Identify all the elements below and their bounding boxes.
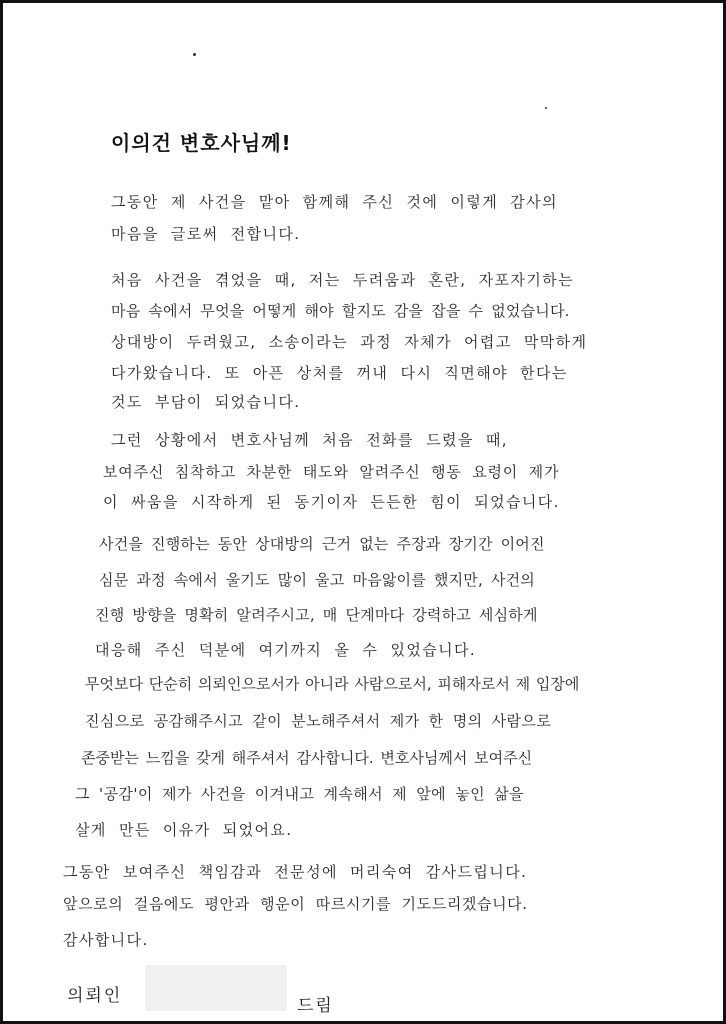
letter-line: 이 싸움을 시작하게 된 동기이자 든든한 힘이 되었습니다. xyxy=(103,493,560,511)
letter-line: 심문 과정 속에서 울기도 많이 울고 마음앓이를 했지만, 사건의 xyxy=(99,571,535,589)
letter-line: 앞으로의 걸음에도 평안과 행운이 따르시기를 기도드리겠습니다. xyxy=(63,895,528,913)
letter-line: 사건을 진행하는 동안 상대방의 근거 없는 주장과 장기간 이어진 xyxy=(99,535,545,553)
letter-line: 진행 방향을 명확히 알려주시고, 매 단계마다 강력하고 세심하게 xyxy=(95,606,538,624)
stray-dot xyxy=(193,53,196,56)
stray-dot xyxy=(545,107,547,109)
letter-line: 대응해 주신 덕분에 여기까지 올 수 있었습니다. xyxy=(95,641,477,659)
letter-line: 보여주신 침착하고 차분한 태도와 알려주신 행동 요령이 제가 xyxy=(103,463,560,481)
letter-line: 처음 사건을 겪었을 때, 저는 두려움과 혼란, 자포자기하는 xyxy=(111,271,574,289)
letter-greeting: 이의건 변호사님께! xyxy=(111,131,292,155)
letter-line: 것도 부담이 되었습니다. xyxy=(111,393,301,411)
letter-line: 그런 상황에서 변호사님께 처음 전화를 드렸을 때, xyxy=(111,431,508,449)
letter-line: 마음을 글로써 전합니다. xyxy=(111,225,301,243)
letter-line: 그 '공감'이 제가 사건을 이겨내고 계속해서 제 앞에 놓인 삶을 xyxy=(75,785,524,803)
letter-line: 살게 만든 이유가 되었어요. xyxy=(75,821,293,839)
client-label: 의뢰인 xyxy=(67,986,123,1006)
letter-line: 무엇보다 단순히 의뢰인으로서가 아니라 사람으로서, 피해자로서 제 입장에 xyxy=(85,675,580,693)
letter-line: 다가왔습니다. 또 아픈 상처를 꺼내 다시 직면해야 한다는 xyxy=(111,364,568,382)
letter-line: 상대방이 두려웠고, 소송이라는 과정 자체가 어렵고 막막하게 xyxy=(111,333,588,351)
redacted-name-block xyxy=(145,965,287,1011)
letter-line: 그동안 보여주신 책임감과 전문성에 머리숙여 감사드립니다. xyxy=(63,863,528,881)
letter-line: 진심으로 공감해주시고 같이 분노해주셔서 제가 한 명의 사람으로 xyxy=(85,712,552,730)
letter-line: 마음 속에서 무엇을 어떻게 해야 할지도 감을 잡을 수 없었습니다. xyxy=(111,302,570,320)
letter-line: 존중받는 느낌을 갖게 해주셔서 감사합니다. 변호사님께서 보여주신 xyxy=(81,749,533,767)
sign-off-label: 드림 xyxy=(297,996,334,1016)
letter-line: 그동안 제 사건을 맡아 함께해 주신 것에 이렇게 감사의 xyxy=(111,193,558,211)
letter-line: 감사합니다. xyxy=(63,931,149,949)
